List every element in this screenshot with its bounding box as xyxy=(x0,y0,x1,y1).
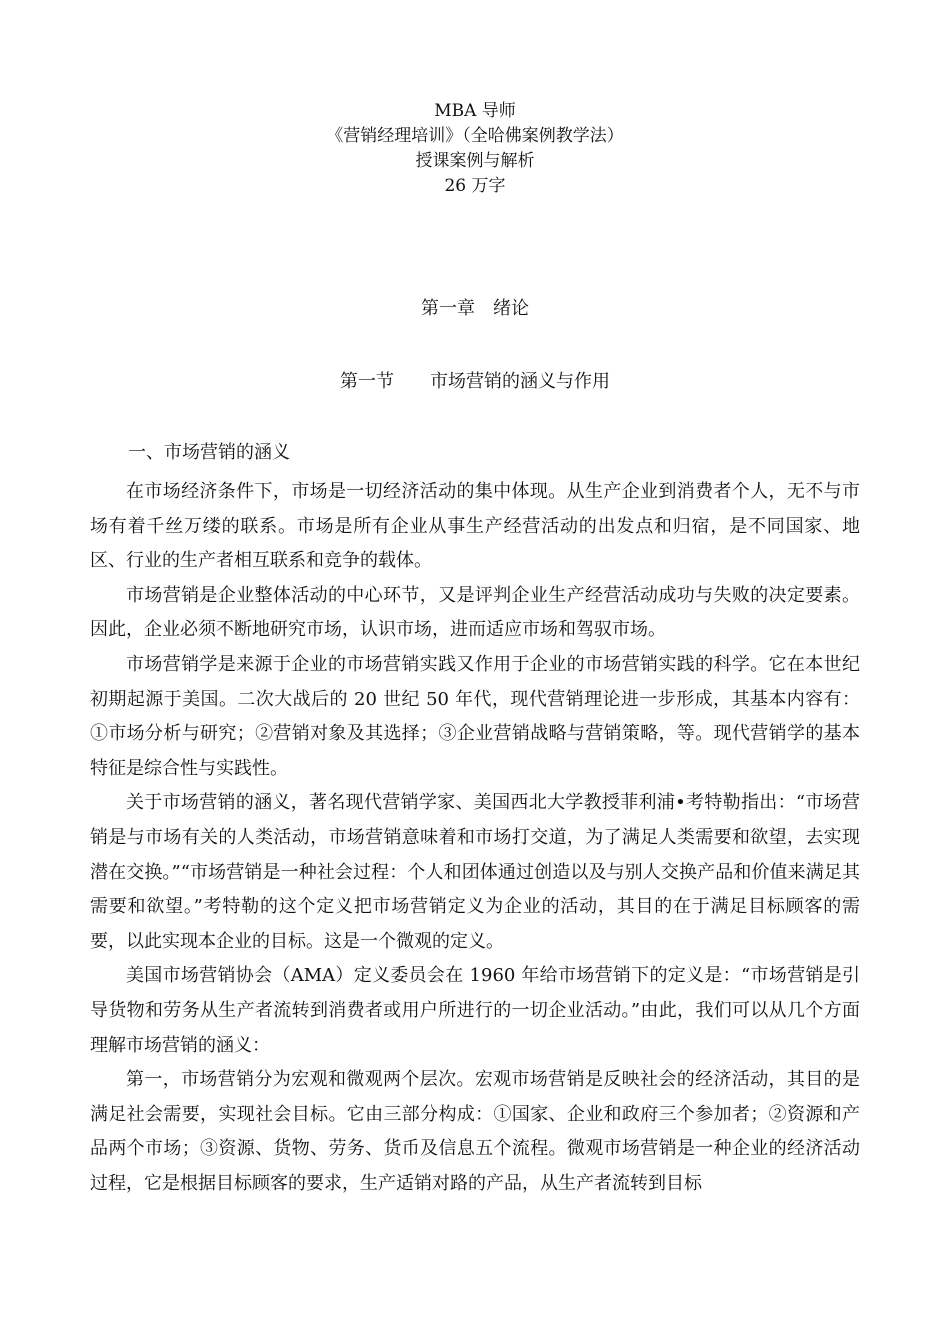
header-line-course-title: 《营销经理培训》（全哈佛案例教学法） xyxy=(326,126,624,146)
paragraph: 关于市场营销的涵义，著名现代营销学家、美国西北大学教授菲利浦•考特勒指出：“市场营销是与市场有关的人类活动，市场营销意味着和市场打交道，为了满足人类需要和欲望，去实现潜在交换。”“市场营销是一种社会过程：个人和团体通过创造以及与别人交换产品和价值来满足其需要和欲望。”考特勒的这个定义把市场营销定义为企业的活动，其目的在于满足目标顾客的需要，以此实现本企业的目标。这是一个微观的定义。 xyxy=(90,792,860,952)
header-line-mba: MBA 导师 xyxy=(434,101,516,121)
paragraph: 在市场经济条件下，市场是一切经济活动的集中体现。从生产企业到消费者个人，无不与市场有着千丝万缕的联系。市场是所有企业从事生产经营活动的出发点和归宿，是不同国家、地区、行业的生产者相互联系和竞争的载体。 xyxy=(90,481,860,572)
paragraph: 美国市场营销协会（AMA）定义委员会在 1960 年给市场营销下的定义是：“市场营销是引导货物和劳务从生产者流转到消费者或用户所进行的一切企业活动。”由此，我们可以从几个方面理解市场营销的涵义： xyxy=(90,965,860,1056)
header-line-subtitle: 授课案例与解析 xyxy=(415,151,535,171)
section-title: 第一节 市场营销的涵义与作用 xyxy=(340,371,610,392)
subheading: 一、市场营销的涵义 xyxy=(128,442,290,463)
paragraph: 市场营销是企业整体活动的中心环节，又是评判企业生产经营活动成功与失败的决定要素。因此，企业必须不断地研究市场，认识市场，进而适应市场和驾驭市场。 xyxy=(90,584,860,641)
chapter-title: 第一章 绪论 xyxy=(421,298,529,319)
header-line-word-count: 26 万字 xyxy=(444,176,506,196)
body-text xyxy=(90,475,860,1201)
paragraph: 市场营销学是来源于企业的市场营销实践又作用于企业的市场营销实践的科学。它在本世纪初期起源于美国。二次大战后的 20 世纪 50 年代，现代营销理论进一步形成，其基本内容有：①市场分析与研究；②营销对象及其选择；③企业营销战略与营销策略，等。现代营销学的基本特征是综合性与实践性。 xyxy=(90,653,860,779)
paragraph: 第一，市场营销分为宏观和微观两个层次。宏观市场营销是反映社会的经济活动，其目的是满足社会需要，实现社会目标。它由三部分构成：①国家、企业和政府三个参加者；②资源和产品两个市场；③资源、货物、劳务、货币及信息五个流程。微观市场营销是一种企业的经济活动过程，它是根据目标顾客的要求，生产适销对路的产品，从生产者流转到目标 xyxy=(90,1069,860,1194)
document-header xyxy=(0,99,950,199)
